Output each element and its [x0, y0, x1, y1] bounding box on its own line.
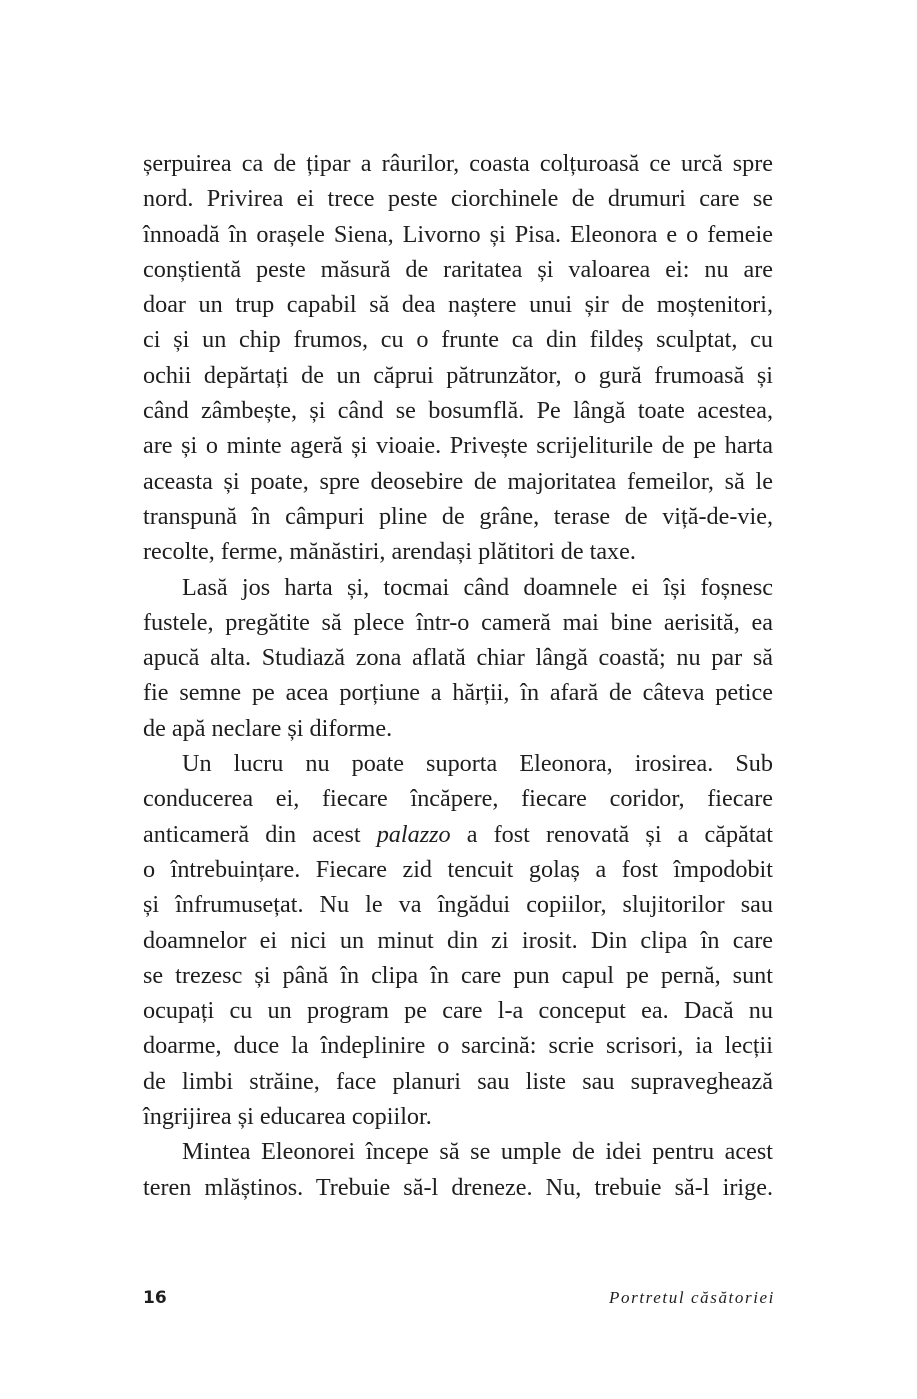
- text-line: îngrijirea și educarea copiilor.: [143, 1103, 432, 1131]
- text-line: Mintea Eleonorei începe să se umple de idei pentru acest: [182, 1138, 773, 1166]
- text-line: conștientă peste măsură de raritatea și valoarea ei: nu are: [143, 255, 773, 283]
- text-line: când zâmbește, și când se bosumflă. Pe lângă toate acestea,: [143, 397, 773, 425]
- text-line: aceasta și poate, spre deosebire de majoritatea femeilor, să le: [143, 467, 773, 495]
- text-line: nord. Privirea ei trece peste ciorchinele de drumuri care se: [143, 185, 773, 213]
- text-line: șerpuirea ca de țipar a râurilor, coasta colțuroasă ce urcă spre: [143, 150, 773, 177]
- text-line: apucă alta. Studiază zona aflată chiar lângă coastă; nu par să: [143, 644, 773, 672]
- text-run: anticameră din acest: [143, 820, 377, 848]
- text-line: are și o minte ageră și vioaie. Privește scrijeliturile de pe harta: [143, 432, 773, 460]
- running-title: Portretul căsătoriei: [609, 1288, 775, 1307]
- text-line: fustele, pregătite să plece într-o cameră mai bine aerisită, ea: [143, 608, 773, 636]
- text-line: de limbi străine, face planuri sau liste sau supraveghează: [143, 1067, 773, 1095]
- text-line: o întrebuințare. Fiecare zid tencuit golaș a fost împodobit: [143, 855, 773, 883]
- paragraph: [143, 146, 773, 570]
- text-line: și înfrumusețat. Nu le va îngădui copiilor, slujitorilor sau: [143, 891, 773, 919]
- text-line: doar un trup capabil să dea naștere unui șir de moștenitori,: [143, 291, 773, 319]
- paragraph: [143, 1134, 773, 1205]
- text-line: se trezesc și până în clipa în care pun capul pe pernă, sunt: [143, 961, 773, 989]
- text-line: ci și un chip frumos, cu o frunte ca din fildeș sculptat, cu: [143, 326, 773, 354]
- text-line: [143, 817, 773, 852]
- text-line: doarme, duce la îndeplinire o sarcină: scrie scrisori, ia lecții: [143, 1032, 773, 1060]
- text-line: înnoadă în orașele Siena, Livorno și Pisa. Eleonora e o femeie: [143, 220, 773, 248]
- text-line: Lasă jos harta și, tocmai când doamnele ei își foșnesc: [182, 573, 773, 601]
- text-line: de apă neclare și diforme.: [143, 714, 393, 742]
- text-line: teren mlăștinos. Trebuie să-l dreneze. Nu, trebuie să-l irige.: [143, 1173, 773, 1201]
- paragraph: [143, 746, 773, 1134]
- text-line: conducerea ei, fiecare încăpere, fiecare coridor, fiecare: [143, 785, 773, 813]
- text-line: transpună în câmpuri pline de grâne, terase de viță-de-vie,: [143, 502, 773, 530]
- paragraph: [143, 570, 773, 746]
- italic-word: palazzo: [376, 820, 451, 848]
- text-line: fie semne pe acea porțiune a hărții, în afară de câteva petice: [143, 679, 773, 707]
- text-line: ocupați cu un program pe care l-a conceput ea. Dacă nu: [143, 997, 773, 1025]
- text-line: Un lucru nu poate suporta Eleonora, irosirea. Sub: [182, 750, 773, 778]
- text-run: a fost renovată și a căpătat: [450, 820, 773, 848]
- page-number: 16: [143, 1288, 167, 1308]
- text-line: recolte, ferme, mănăstiri, arendași plătitori de taxe.: [143, 538, 636, 566]
- text-line: doamnelor ei nici un minut din zi irosit. Din clipa în care: [143, 926, 773, 954]
- body-text: [143, 146, 773, 1205]
- text-line: ochii depărtați de un căprui pătrunzător, o gură frumoasă și: [143, 361, 773, 389]
